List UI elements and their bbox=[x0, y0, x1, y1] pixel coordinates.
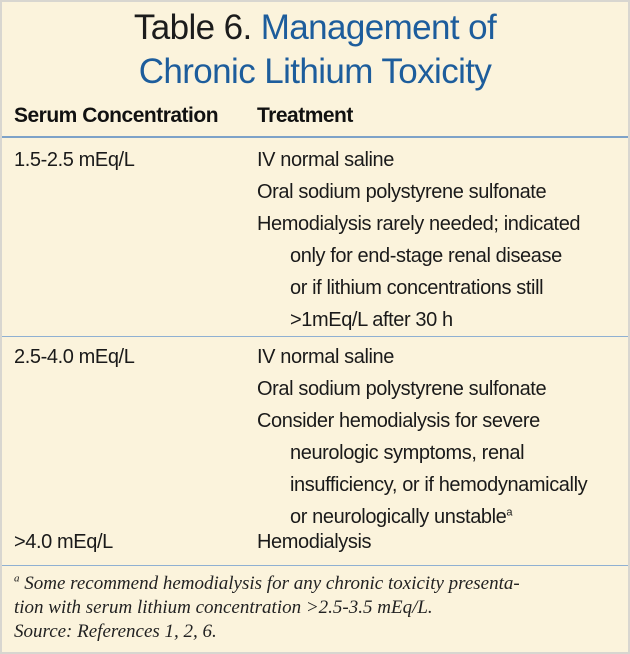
footnote-divider bbox=[2, 565, 628, 566]
footnote-source: Source: References 1, 2, 6. bbox=[14, 621, 217, 642]
treatment-line: IV normal saline bbox=[257, 149, 394, 171]
footnote-marker: a bbox=[506, 506, 513, 519]
row-divider bbox=[2, 336, 628, 337]
row-3-concentration: >4.0 mEq/L bbox=[14, 531, 113, 553]
column-header-treatment: Treatment bbox=[257, 104, 353, 127]
footnote-line-1 bbox=[14, 572, 624, 596]
treatment-line: or if lithium concentrations still bbox=[290, 277, 544, 299]
row-1-treatment bbox=[257, 144, 627, 336]
title-line-1 bbox=[2, 6, 628, 50]
row-2-concentration: 2.5-4.0 mEq/L bbox=[14, 346, 135, 368]
table-footnote bbox=[14, 572, 624, 644]
footnote-text: Some recommend hemodialysis for any chronic toxicity presenta- bbox=[19, 573, 520, 594]
treatment-line: Hemodialysis rarely needed; indicated bbox=[257, 213, 581, 235]
column-header-concentration: Serum Concentration bbox=[14, 104, 219, 127]
table-title bbox=[2, 6, 628, 94]
treatment-line: Oral sodium polystyrene sulfonate bbox=[257, 181, 547, 203]
treatment-text: or neurologically unstable bbox=[290, 506, 507, 528]
row-2-treatment bbox=[257, 341, 627, 533]
treatment-line: IV normal saline bbox=[257, 346, 394, 368]
treatment-line: >1mEq/L after 30 h bbox=[290, 309, 453, 331]
title-line-2: Chronic Lithium Toxicity bbox=[138, 52, 492, 91]
footnote-marker: a bbox=[14, 572, 20, 585]
treatment-line: neurologic symptoms, renal bbox=[290, 442, 525, 464]
treatment-line: only for end-stage renal disease bbox=[290, 245, 562, 267]
treatment-line: Oral sodium polystyrene sulfonate bbox=[257, 378, 547, 400]
treatment-line: insufficiency, or if hemodynamically bbox=[290, 474, 588, 496]
treatment-line: Hemodialysis bbox=[257, 531, 372, 553]
row-3-treatment bbox=[257, 526, 627, 558]
footnote-line-2: tion with serum lithium concentration >2.5-3.5 mEq/L. bbox=[14, 597, 433, 618]
row-1-concentration: 1.5-2.5 mEq/L bbox=[14, 149, 135, 171]
title-highlight: Management of bbox=[260, 8, 497, 47]
treatment-line: Consider hemodialysis for severe bbox=[257, 410, 540, 432]
title-prefix: Table 6. bbox=[133, 8, 252, 47]
header-divider bbox=[2, 136, 628, 138]
